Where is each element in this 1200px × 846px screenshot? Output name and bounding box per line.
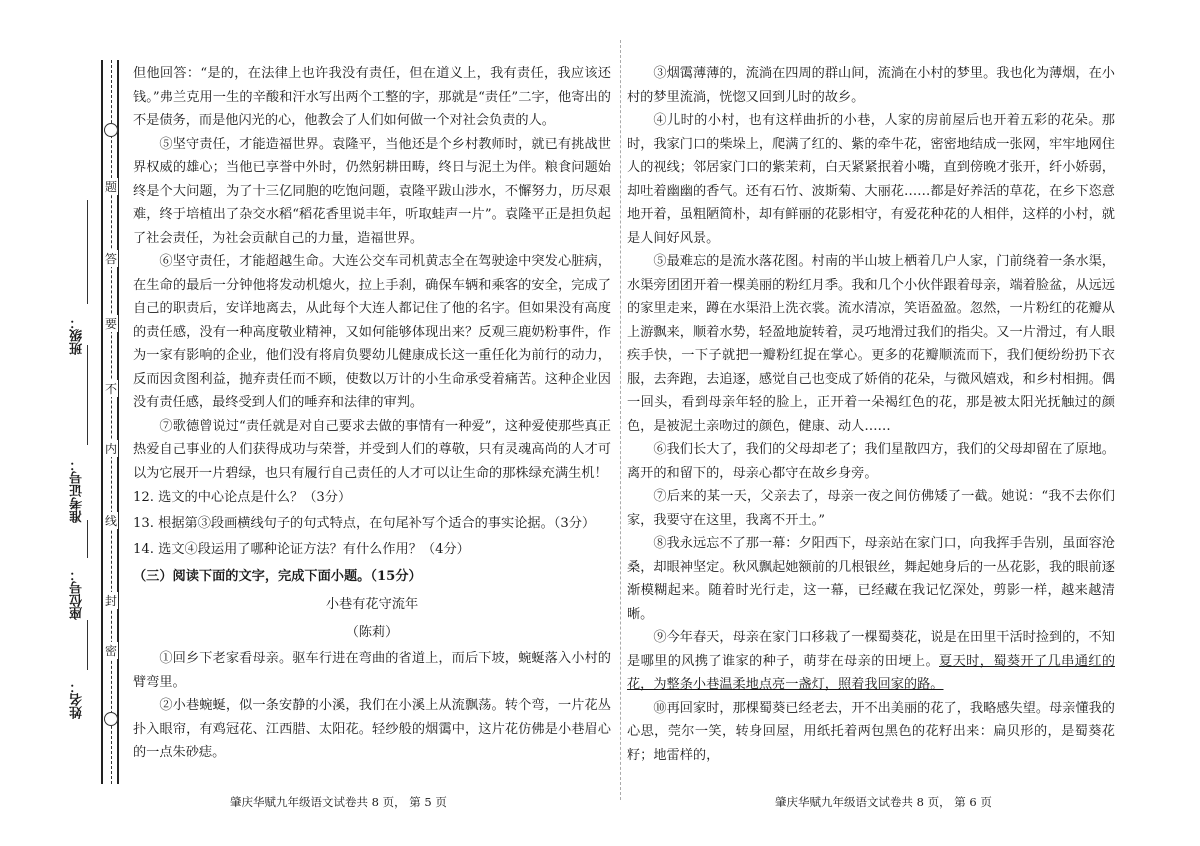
seat-label: 座位号： <box>70 568 85 620</box>
paragraph: ⑦歌德曾说过“责任就是对自己要求去做的事情有一种爱”，这种爱使那些真正热爱自己事业的人们获得成功与荣誉，并受到人们的尊敬，只有灵魂高尚的人才可以为它展开一片碧绿，也只有履行自己责任的人才可以让生命的那株绿充满生机！ <box>133 418 611 481</box>
story-paragraph: ③烟霭薄薄的，流淌在四周的群山间，流淌在小村的梦里。我也化为薄烟，在小村的梦里流淌，恍惚又回到儿时的故乡。 <box>627 66 1115 105</box>
story-paragraph: ④儿时的小村，也有这样曲折的小巷，人家的房前屋后也开着五彩的花朵。那时，我家门口的柴垛上，爬满了红的、紫的牵牛花，密密地结成一张网，牢牢地网住人的视线；邻居家门口的紫茉莉，白天紧紧抿着小嘴，直到傍晚才张开，纤小娇弱，却吐着幽幽的香气。还有石竹、波斯菊、大丽花……都是好养活的草花，在乡下恣意地开着，虽粗陋简朴，却有鲜丽的花影相守，有爱花种花的人相伴，这样的小村，就是人间好风景。 <box>627 113 1115 246</box>
paragraph: 但他回答：“是的，在法律上也许我没有责任，但在道义上，我有责任，我应该还钱。”弗兰克用一生的辛酸和汗水写出两个工整的字，那就是“责任”二字，他寄出的不是债务，而是他闪光的心，他教会了人们如何做一个对社会负责的人。 <box>133 66 611 128</box>
story-paragraph <box>627 626 1115 697</box>
story-paragraph: ⑦后来的某一天，父亲去了，母亲一夜之间仿佛矮了一截。她说：“我不去你们家，我要守在这里，我离不开土。” <box>627 489 1115 528</box>
section-heading: （三）阅读下面的文字，完成下面小题。（15分） <box>133 569 422 584</box>
story-author: （陈莉） <box>345 625 399 640</box>
underlined-sentence: 夏天时，蜀葵开了几串通红的花，为整条小巷温柔地点亮一盏灯，照着我回家的路。 <box>627 653 1116 692</box>
story-paragraph: ⑥我们长大了，我们的父母却老了；我们星散四方，我们的父母却留在了原地。离开的和留下的，母亲心都守在故乡身旁。 <box>627 442 1115 481</box>
footer-left: 肇庆华赋九年级语文试卷共 8 页， 第 5 页 <box>230 795 447 809</box>
story-title: 小巷有花守流年 <box>325 597 419 612</box>
exam-number-blank[interactable] <box>87 345 88 445</box>
page-divider <box>620 40 621 800</box>
right-page <box>627 62 1115 767</box>
binding-cut-line <box>111 60 112 784</box>
question-12: 12. 选文的中心论点是什么？（3分） <box>133 490 352 505</box>
seat-blank[interactable] <box>87 520 88 558</box>
binding-char: 线 <box>104 514 117 528</box>
binding-char: 要 <box>104 317 117 331</box>
binding-circle-bottom <box>104 712 118 726</box>
paragraph-9-text: ⑨今年春天，母亲在家门口移栽了一棵蜀葵花，说是在田里干活时捡到的，不知是哪里的风携了谁家的种子，萌芽在母亲的田埂上。 <box>627 630 1115 669</box>
binding-char: 密 <box>104 644 117 658</box>
story-paragraph: ②小巷蜿蜒，似一条安静的小溪，我们在小溪上从流飘荡。转个弯，一片花丛扑入眼帘，有鸡冠花、江西腊、太阳花。轻纱般的烟霭中，这片花仿佛是小巷眉心的一点朱砂痣。 <box>133 698 611 760</box>
class-label: 班级： <box>70 316 85 355</box>
binding-char: 封 <box>104 594 117 608</box>
paragraph: ⑤坚守责任，才能造福世界。袁隆平，当他还是个乡村教师时，就已有挑战世界权威的雄心；当他已享誉中外时，仍然躬耕田畴，终日与泥土为伴。粮食问题始终是个大问题，为了十三亿同胞的吃饱问题，袁隆平跋山涉水，不懈努力，历尽艰难，终于培植出了杂交水稻“稻花香里说丰年，听取蛙声一片”。袁隆平正是担负起了社会责任，为社会贡献自己的力量，造福世界。 <box>133 136 611 246</box>
question-14: 14. 选文④段运用了哪种论证方法？有什么作用？（4分） <box>133 542 470 557</box>
class-blank[interactable] <box>87 200 88 304</box>
footer-right: 肇庆华赋九年级语文试卷共 8 页， 第 6 页 <box>775 795 992 809</box>
name-label: 姓名： <box>70 680 85 719</box>
left-page <box>133 62 611 765</box>
exam-number-label: 准考证号： <box>70 458 85 523</box>
binding-strip <box>101 60 119 784</box>
binding-char: 答 <box>104 252 117 266</box>
story-paragraph: ⑩再回家时，那棵蜀葵已经老去，开不出美丽的花了，我略感失望。母亲懂我的心思，莞尔一笑，转身回屋，用纸托着两包黑色的花籽出来：扁贝形的，是蜀葵花籽；地雷样的， <box>627 700 1115 763</box>
question-13: 13. 根据第③段画横线句子的句式特点，在句尾补写个适合的事实论据。（3分） <box>133 516 596 531</box>
binding-char: 不 <box>104 382 117 396</box>
binding-circle-top <box>104 123 118 137</box>
name-blank[interactable] <box>87 620 88 670</box>
story-paragraph: ⑤最难忘的是流水落花图。村南的半山坡上栖着几户人家，门前绕着一条水渠，水渠旁团团开着一棵美丽的粉红月季。我和几个小伙伴跟着母亲，端着脸盆，从远远的家里走来，蹲在水渠沿上洗衣裳。流水清凉，笑语盈盈。忽然，一片粉红的花瓣从上游飘来，顺着水势，轻盈地旋转着，灵巧地滑过我们的指尖。又一片滑过，有人眼疾手快，一下子就把一瓣粉红捉在掌心。更多的花瓣顺流而下，我们便纷纷扔下衣服，去奔跑，去追逐，感觉自己也变成了娇俏的花朵，与微风嬉戏，和乡村相拥。偶一回头，看到母亲年轻的脸上，正开着一朵褐红色的花，那是被太阳光抚触过的颜色，是被泥土亲吻过的颜色，健康、动人…… <box>627 254 1115 434</box>
binding-char: 题 <box>104 180 117 194</box>
paragraph: ⑥坚守责任，才能超越生命。大连公交车司机黄志全在驾驶途中突发心脏病，在生命的最后一分钟他将发动机熄火，拉上手刹，确保车辆和乘客的安全，完成了自己的职责后，安详地离去，从此每个大连人都记住了他的名字。但如果没有高度的责任感，没有一种高度敬业精神，又如何能够体现出来？反观三鹿奶粉事件，作为一家有影响的企业，他们没有将肩负婴幼儿健康成长这一重任化为前行的动力，反而因贪图利益，抛弃责任而不顾，使数以万计的小生命承受着痛苦。这种企业因没有责任感，最终受到人们的唾弃和法律的审判。 <box>133 254 611 410</box>
story-paragraph: ⑧我永远忘不了那一幕：夕阳西下，母亲站在家门口，向我挥手告别，虽面容沧桑，却眼神坚定。秋风飘起她额前的几根银丝，舞起她身后的一丛花影，我的眼前逐渐模糊起来。随着时光行走，这一幕，已经藏在我记忆深处，剪影一样，越来越清晰。 <box>627 536 1115 622</box>
story-paragraph: ①回乡下老家看母亲。驱车行进在弯曲的省道上，而后下坡，蜿蜒落入小村的臂弯里。 <box>133 651 611 690</box>
binding-char: 内 <box>104 442 117 456</box>
